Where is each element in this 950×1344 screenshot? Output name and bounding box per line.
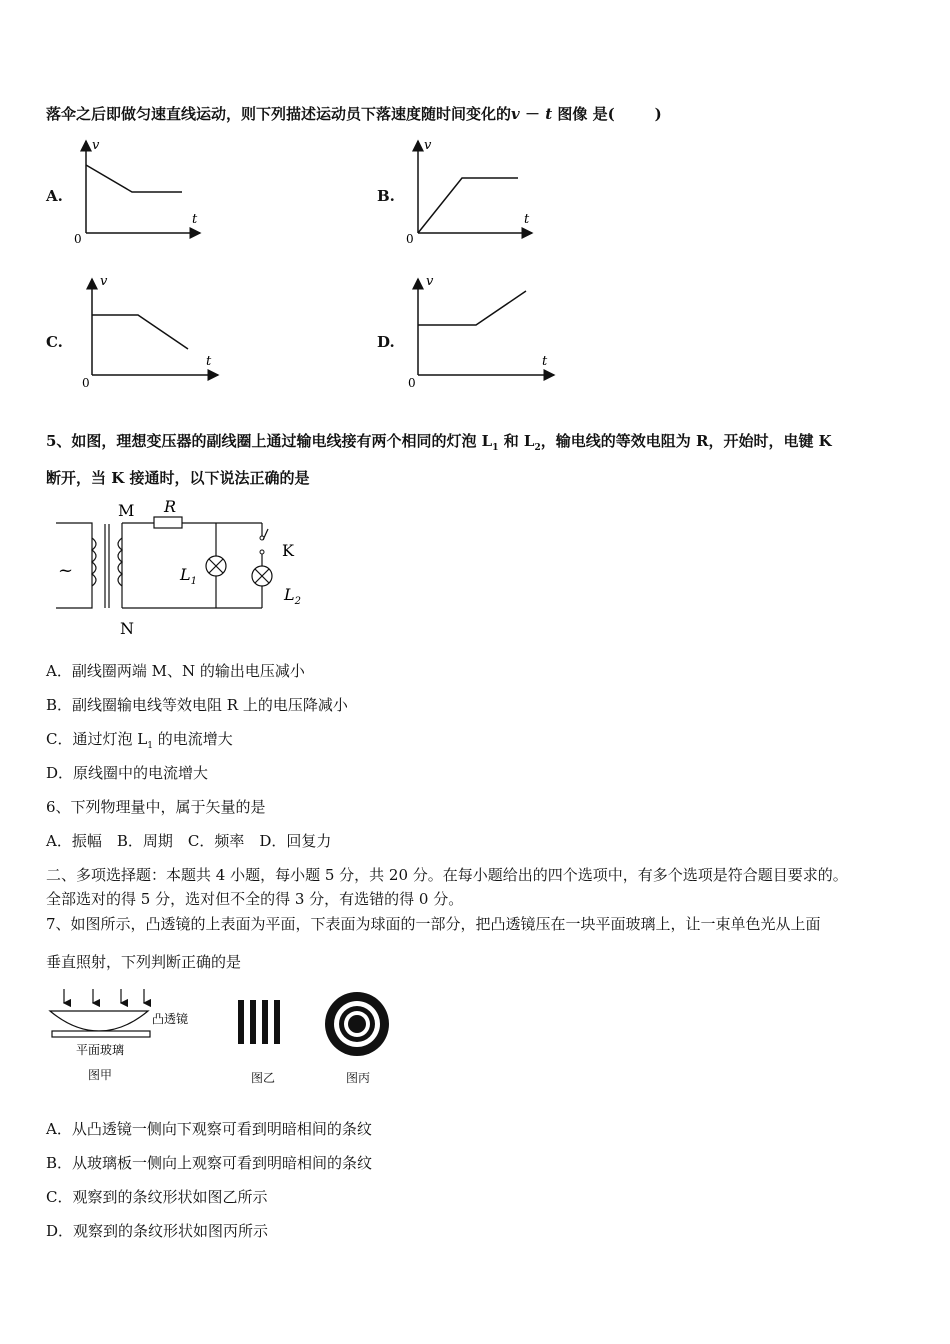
q7-option-c[interactable]: C．观察到的条纹形状如图乙所示 [46, 1188, 268, 1206]
origin: 0 [74, 232, 82, 245]
figure-bing [323, 990, 391, 1062]
axis-v: v [100, 275, 108, 289]
axis-t: t [206, 354, 212, 369]
label-l2: L [284, 585, 295, 604]
label-n: N [120, 619, 134, 638]
graph-c [76, 275, 226, 390]
svg-text:L1 [179, 565, 197, 587]
svg-text:L2 [283, 585, 301, 607]
q6-stem: 6、下列物理量中，属于矢量的是 [46, 798, 266, 816]
q7-stem-line2: 垂直照射，下列判断正确的是 [46, 953, 242, 971]
transformer-circuit [50, 498, 320, 647]
q7-option-d[interactable]: D．观察到的条纹形状如图丙所示 [46, 1222, 269, 1240]
q6-options[interactable]: A．振幅 B．周期 C．频率 D．回复力 [46, 832, 332, 850]
q7-option-b[interactable]: B．从玻璃板一侧向上观察可看到明暗相间的条纹 [46, 1154, 373, 1172]
q7-stem-line1: 7、如图所示，凸透镜的上表面为平面，下表面为球面的一部分，把凸透镜压在一块平面玻璃上，让一束单色光从上面 [46, 915, 821, 933]
q5-stem-line2: 断开，当 K 接通时，以下说法正确的是 [46, 469, 310, 487]
q5-stem-line1: 5、如图，理想变压器的副线圈上通过输电线接有两个相同的灯泡 $L_1$ 和 $L_2$，输电线的等效电阻为 R，开始时，电键 K [46, 432, 832, 453]
figure-yi [236, 998, 286, 1050]
axis-t: t [524, 212, 530, 227]
label-l1: L [180, 565, 191, 584]
label-glass: 平面玻璃 [76, 1043, 125, 1057]
option-b-label: B. [377, 187, 395, 205]
q4-stem: 落伞之后即做匀速直线运动，则下列描述运动员下落速度随时间变化的v － t 图像 是( ) [46, 105, 662, 123]
label-lens: 凸透镜 [152, 1012, 189, 1026]
label-l1-sub: 1 [190, 576, 197, 587]
ac-source-symbol: ~ [58, 560, 74, 581]
q7-option-a[interactable]: A．从凸透镜一侧向下观察可看到明暗相间的条纹 [46, 1120, 372, 1138]
option-a-label: A. [46, 187, 63, 205]
graph-a [70, 135, 210, 245]
q5-option-c[interactable]: C．通过灯泡 $L_1$ 的电流增大 [46, 730, 233, 751]
q5-option-d[interactable]: D．原线圈中的电流增大 [46, 764, 209, 782]
section2-heading-line1: 二、多项选择题：本题共 4 小题，每小题 5 分，共 20 分。在每小题给出的四个选项中，有多个选项是符合题目要求的。 [46, 866, 848, 884]
q5-option-a[interactable]: A．副线圈两端 M、N 的输出电压减小 [46, 662, 305, 680]
label-k: K [282, 541, 294, 560]
caption-yi: 图乙 [251, 1071, 276, 1085]
axis-v: v [424, 138, 432, 153]
label-m: M [118, 501, 135, 520]
axis-t: t [192, 212, 198, 227]
axis-t: t [542, 354, 548, 369]
graph-d [402, 275, 562, 390]
origin: 0 [82, 376, 90, 390]
graph-b [402, 135, 542, 245]
figure-jia [46, 985, 206, 1089]
option-d-label: D. [377, 333, 395, 351]
label-r: R [164, 498, 177, 516]
axis-v: v [92, 138, 100, 153]
caption-jia: 图甲 [88, 1068, 113, 1082]
label-l2-sub: 2 [294, 596, 301, 607]
q5-option-b[interactable]: B．副线圈输电线等效电阻 R 上的电压降减小 [46, 696, 348, 714]
section2-heading-line2: 全部选对的得 5 分，选对但不全的得 3 分，有选错的得 0 分。 [46, 890, 464, 908]
axis-v: v [426, 275, 434, 289]
option-c-label: C. [46, 333, 63, 351]
origin: 0 [406, 232, 414, 245]
caption-bing: 图丙 [346, 1071, 371, 1085]
origin: 0 [408, 376, 416, 390]
